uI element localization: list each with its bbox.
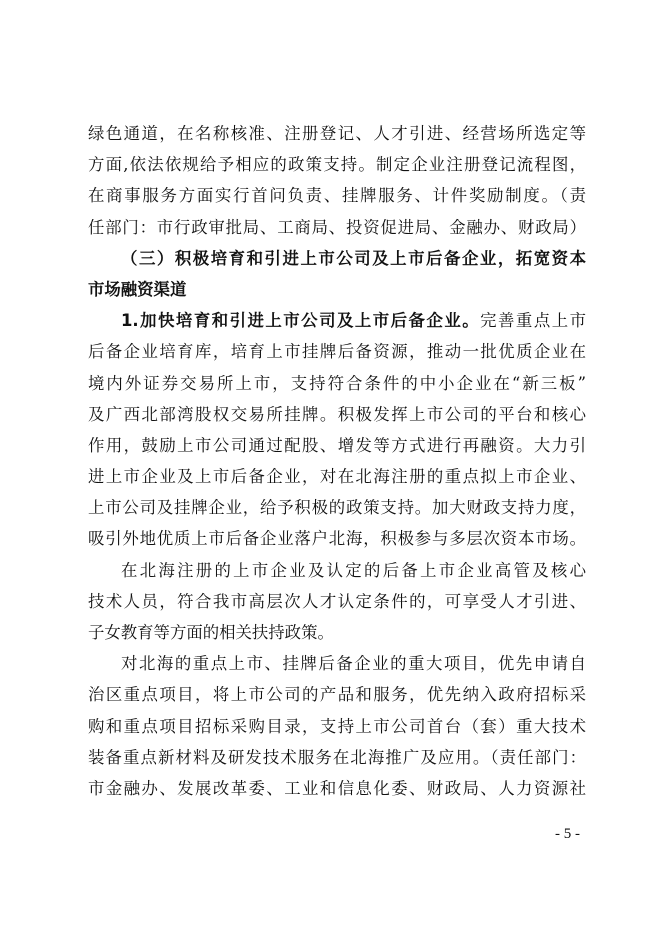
section-heading-line: 市场融资渠道 bbox=[88, 279, 187, 299]
text-line: 后备企业培育库，培育上市挂牌后备资源，推动一批优质企业在 bbox=[88, 342, 586, 362]
text-line: 绿色通道，在名称核准、注册登记、人才引进、经营场所选定等 bbox=[88, 124, 586, 143]
text-line: 市金融办、发展改革委、工业和信息化委、财政局、人力资源社 bbox=[88, 778, 586, 798]
text-line: 上市公司及挂牌企业，给予积极的政策支持。加大财政支持力度， bbox=[88, 498, 586, 518]
text-line: 方面,依法依规给予相应的政策支持。制定企业注册登记流程图， bbox=[88, 155, 586, 175]
section-heading-line: （三）积极培育和引进上市公司及上市后备企业，拓宽资本 bbox=[121, 248, 586, 268]
text-line: 装备重点新材料及研发技术服务在北海推广及应用。（责任部门： bbox=[88, 747, 586, 767]
text-line: 子女教育等方面的相关扶持政策。 bbox=[88, 623, 334, 642]
page-number: - 5 - bbox=[555, 826, 580, 842]
text-line: 吸引外地优质上市后备企业落户北海，积极参与多层次资本市场。 bbox=[88, 529, 586, 549]
text-line bbox=[88, 305, 586, 336]
subsection-heading: 1.加快培育和引进上市公司及上市后备企业。 bbox=[121, 311, 481, 331]
text-line: 在商事服务方面实行首问负责、挂牌服务、计件奖励制度。（责 bbox=[88, 186, 586, 206]
text-span: 完善重点上市 bbox=[480, 311, 586, 331]
text-line: 作用，鼓励上市公司通过配股、增发等方式进行再融资。大力引 bbox=[88, 435, 586, 455]
text-line: 在北海注册的上市企业及认定的后备上市企业高管及核心 bbox=[121, 560, 586, 580]
text-line: 购和重点项目招标采购目录，支持上市公司首台（套）重大技术 bbox=[88, 716, 586, 736]
text-line: 技术人员，符合我市高层次人才认定条件的，可享受人才引进、 bbox=[88, 591, 586, 611]
text-line: 及广西北部湾股权交易所挂牌。积极发挥上市公司的平台和核心 bbox=[88, 404, 586, 424]
text-line: 任部门：市行政审批局、工商局、投资促进局、金融办、财政局） bbox=[88, 217, 586, 237]
body-text bbox=[88, 118, 586, 804]
text-line: 进上市企业及上市后备企业，对在北海注册的重点拟上市企业、 bbox=[88, 467, 586, 487]
text-line: 境内外证券交易所上市，支持符合条件的中小企业在“新三板” bbox=[88, 373, 586, 393]
text-line: 对北海的重点上市、挂牌后备企业的重大项目，优先申请自 bbox=[121, 654, 586, 674]
text-line: 治区重点项目，将上市公司的产品和服务，优先纳入政府招标采 bbox=[88, 685, 586, 705]
